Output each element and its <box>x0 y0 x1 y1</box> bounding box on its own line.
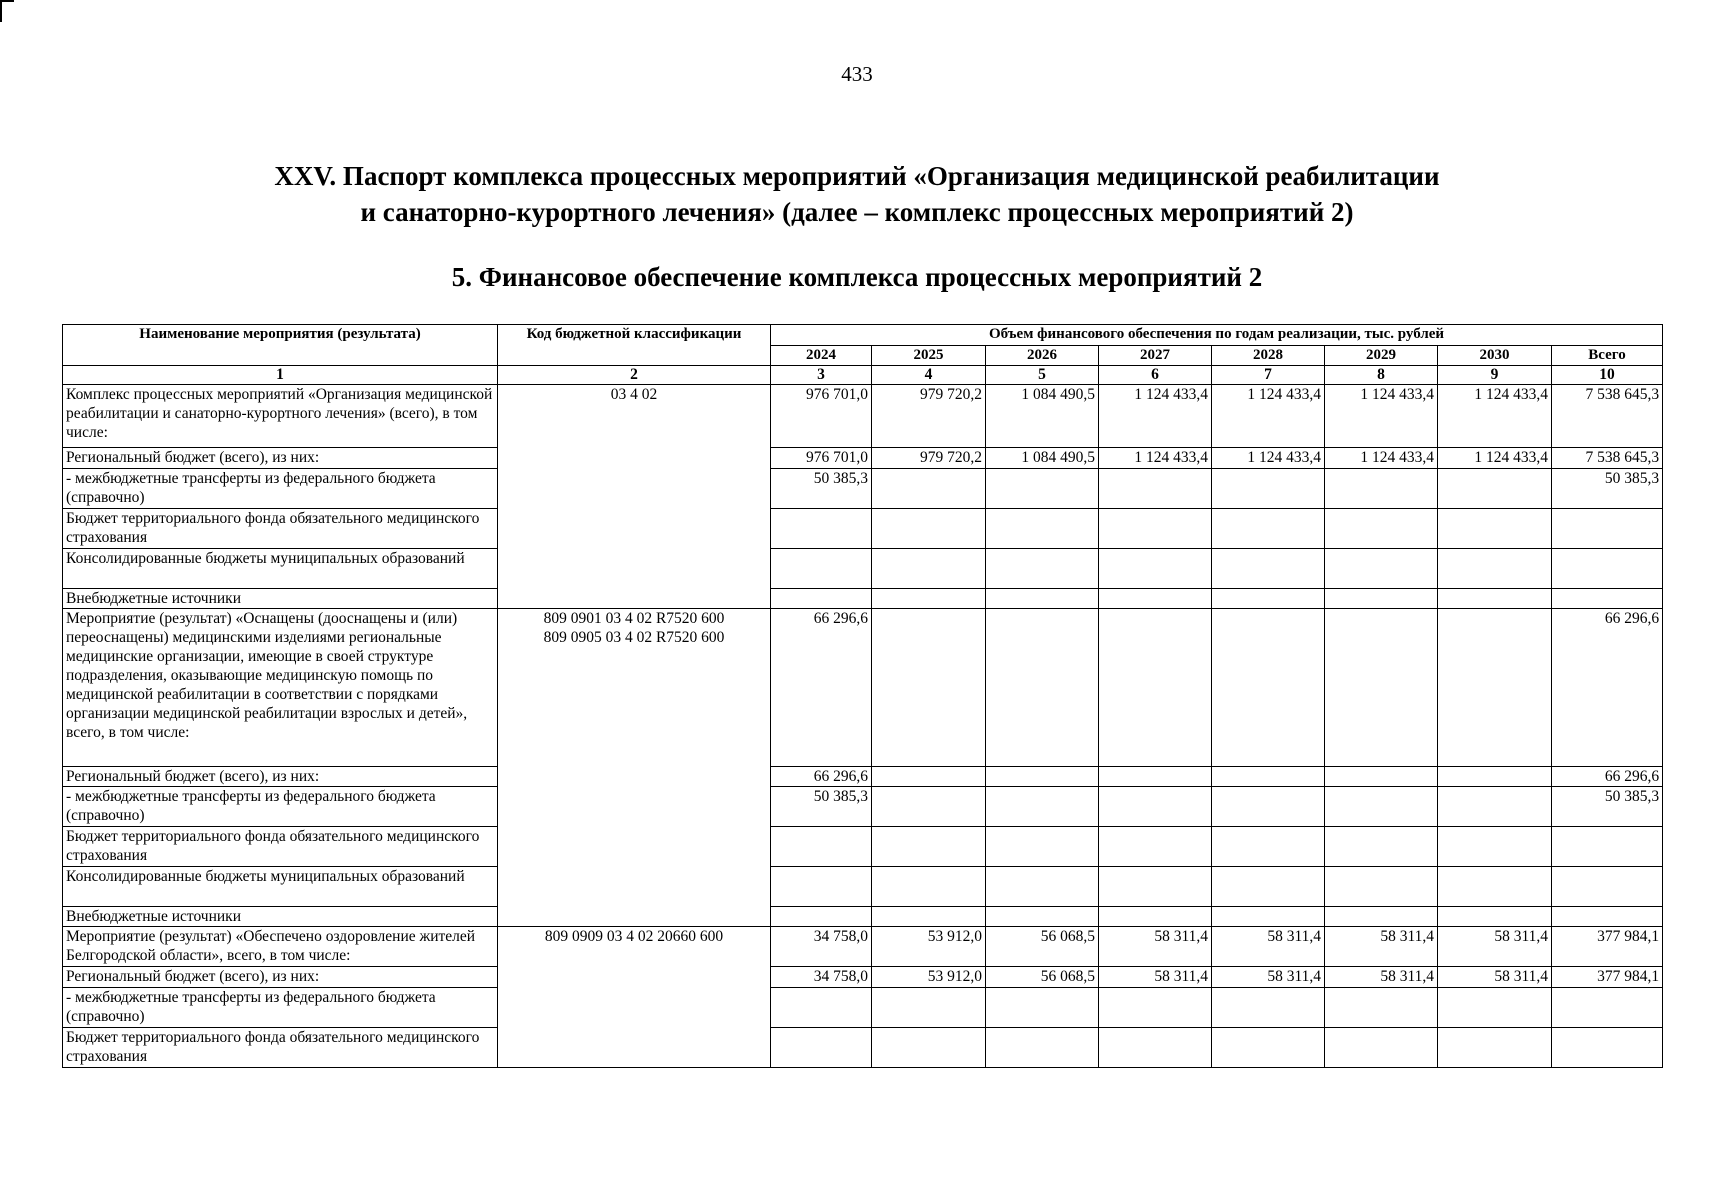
value-cell <box>1325 867 1438 907</box>
value-cell <box>1212 549 1325 589</box>
value-cell <box>1212 767 1325 787</box>
table-row <box>63 767 1663 787</box>
value-cell <box>771 549 872 589</box>
value-cell <box>1438 988 1552 1028</box>
total-cell <box>1552 509 1663 549</box>
section-title-line-1: XXV. Паспорт комплекса процессных мероприятий «Организация медицинской реабилитации <box>274 161 1440 191</box>
value-cell <box>1212 787 1325 827</box>
row-name: - межбюджетные трансферты из федерального бюджета (справочно) <box>63 787 498 827</box>
value-cell <box>1438 1028 1552 1068</box>
value-cell: 56 068,5 <box>986 967 1099 988</box>
value-cell <box>1099 907 1212 927</box>
value-cell <box>1325 609 1438 767</box>
table-body <box>63 385 1663 1068</box>
row-name: - межбюджетные трансферты из федерального бюджета (справочно) <box>63 469 498 509</box>
value-cell <box>986 787 1099 827</box>
table-row <box>63 1028 1663 1068</box>
header-year: 2026 <box>986 346 1099 366</box>
table-row <box>63 549 1663 589</box>
value-cell <box>872 767 986 787</box>
value-cell: 58 311,4 <box>1212 967 1325 988</box>
table-row <box>63 867 1663 907</box>
table-row <box>63 967 1663 988</box>
header-volume: Объем финансового обеспечения по годам реализации, тыс. рублей <box>771 325 1663 346</box>
budget-code: 809 0909 03 4 02 20660 600 <box>498 927 771 1068</box>
value-cell <box>771 1028 872 1068</box>
column-number: 3 <box>771 366 872 385</box>
value-cell <box>1099 767 1212 787</box>
value-cell: 1 084 490,5 <box>986 385 1099 448</box>
value-cell <box>771 827 872 867</box>
table-row <box>63 509 1663 549</box>
total-cell <box>1552 988 1663 1028</box>
value-cell <box>1325 589 1438 609</box>
row-name: Комплекс процессных мероприятий «Организация медицинской реабилитации и санаторно-курортного лечения» (всего), в том числе: <box>63 385 498 448</box>
row-name: Региональный бюджет (всего), из них: <box>63 967 498 988</box>
value-cell <box>1438 509 1552 549</box>
header-year: 2027 <box>1099 346 1212 366</box>
value-cell <box>1438 867 1552 907</box>
total-cell <box>1552 589 1663 609</box>
value-cell <box>1099 549 1212 589</box>
value-cell <box>872 867 986 907</box>
value-cell <box>872 827 986 867</box>
value-cell: 56 068,5 <box>986 927 1099 967</box>
value-cell: 66 296,6 <box>771 609 872 767</box>
value-cell: 1 124 433,4 <box>1325 448 1438 469</box>
scan-edge-mark <box>0 0 2 22</box>
value-cell <box>1438 827 1552 867</box>
value-cell <box>872 787 986 827</box>
value-cell <box>1212 469 1325 509</box>
header-year: 2029 <box>1325 346 1438 366</box>
row-name: Бюджет территориального фонда обязательного медицинского страхования <box>63 1028 498 1068</box>
value-cell <box>1325 787 1438 827</box>
table-row <box>63 787 1663 827</box>
value-cell <box>1438 787 1552 827</box>
column-number: 9 <box>1438 366 1552 385</box>
total-cell: 50 385,3 <box>1552 787 1663 827</box>
header-name: Наименование мероприятия (результата) <box>63 325 498 366</box>
value-cell: 1 124 433,4 <box>1212 448 1325 469</box>
value-cell <box>986 827 1099 867</box>
value-cell <box>872 509 986 549</box>
value-cell: 34 758,0 <box>771 927 872 967</box>
total-cell <box>1552 1028 1663 1068</box>
total-cell <box>1552 867 1663 907</box>
value-cell: 1 124 433,4 <box>1438 448 1552 469</box>
table-row <box>63 988 1663 1028</box>
value-cell <box>986 609 1099 767</box>
row-name: Мероприятие (результат) «Оснащены (дооснащены и (или) переоснащены) медицинскими изделиями региональные медицинские организации, имеющие в своей структуре подразделения, оказывающие медицинскую помощь по медицинской реабилитации в соответствии с порядками организации медицинской реабилитации взрослых и детей», всего, в том числе: <box>63 609 498 767</box>
value-cell: 976 701,0 <box>771 385 872 448</box>
budget-code: 03 4 02 <box>498 385 771 609</box>
column-number: 1 <box>63 366 498 385</box>
value-cell <box>986 589 1099 609</box>
value-cell: 58 311,4 <box>1438 927 1552 967</box>
row-name: Консолидированные бюджеты муниципальных образований <box>63 549 498 589</box>
total-cell <box>1552 907 1663 927</box>
value-cell <box>771 509 872 549</box>
value-cell <box>872 1028 986 1068</box>
total-cell: 66 296,6 <box>1552 609 1663 767</box>
total-cell <box>1552 549 1663 589</box>
value-cell: 58 311,4 <box>1099 927 1212 967</box>
value-cell <box>986 907 1099 927</box>
value-cell <box>1438 767 1552 787</box>
value-cell: 1 124 433,4 <box>1099 385 1212 448</box>
value-cell: 50 385,3 <box>771 469 872 509</box>
value-cell <box>1325 767 1438 787</box>
value-cell <box>1325 1028 1438 1068</box>
section-title <box>0 158 1714 230</box>
value-cell: 58 311,4 <box>1099 967 1212 988</box>
value-cell: 58 311,4 <box>1325 927 1438 967</box>
table-row <box>63 927 1663 967</box>
row-name: Внебюджетные источники <box>63 907 498 927</box>
budget-code: 809 0901 03 4 02 R7520 600 809 0905 03 4 02 R7520 600 <box>498 609 771 927</box>
value-cell <box>1212 907 1325 927</box>
value-cell: 53 912,0 <box>872 967 986 988</box>
row-name: Региональный бюджет (всего), из них: <box>63 767 498 787</box>
value-cell <box>1099 589 1212 609</box>
row-name: Бюджет территориального фонда обязательного медицинского страхования <box>63 827 498 867</box>
value-cell <box>1212 827 1325 867</box>
header-total: Всего <box>1552 346 1663 366</box>
value-cell <box>986 988 1099 1028</box>
value-cell <box>1099 988 1212 1028</box>
value-cell <box>1325 827 1438 867</box>
table-row <box>63 469 1663 509</box>
value-cell: 1 124 433,4 <box>1099 448 1212 469</box>
value-cell <box>1212 589 1325 609</box>
value-cell: 58 311,4 <box>1438 967 1552 988</box>
column-number: 8 <box>1325 366 1438 385</box>
value-cell <box>872 589 986 609</box>
value-cell: 34 758,0 <box>771 967 872 988</box>
scan-edge-mark <box>0 0 14 2</box>
value-cell <box>986 509 1099 549</box>
value-cell <box>771 907 872 927</box>
header-year: 2028 <box>1212 346 1325 366</box>
value-cell <box>771 589 872 609</box>
value-cell <box>986 1028 1099 1068</box>
value-cell <box>1212 988 1325 1028</box>
value-cell <box>1438 609 1552 767</box>
header-year: 2025 <box>872 346 986 366</box>
total-cell <box>1552 827 1663 867</box>
value-cell <box>1099 469 1212 509</box>
total-cell: 377 984,1 <box>1552 927 1663 967</box>
row-name: - межбюджетные трансферты из федерального бюджета (справочно) <box>63 988 498 1028</box>
value-cell <box>1099 1028 1212 1068</box>
value-cell <box>1325 509 1438 549</box>
total-cell: 50 385,3 <box>1552 469 1663 509</box>
page-number: 433 <box>841 62 873 86</box>
column-number: 10 <box>1552 366 1663 385</box>
table-row <box>63 589 1663 609</box>
value-cell <box>1325 549 1438 589</box>
value-cell <box>872 469 986 509</box>
value-cell <box>1325 907 1438 927</box>
value-cell: 1 124 433,4 <box>1325 385 1438 448</box>
value-cell <box>1212 867 1325 907</box>
value-cell <box>872 549 986 589</box>
value-cell <box>872 988 986 1028</box>
value-cell <box>986 549 1099 589</box>
row-name: Бюджет территориального фонда обязательного медицинского страхования <box>63 509 498 549</box>
value-cell <box>771 988 872 1028</box>
column-number: 5 <box>986 366 1099 385</box>
value-cell <box>1099 787 1212 827</box>
value-cell <box>771 867 872 907</box>
subsection-title: 5. Финансовое обеспечение комплекса процессных мероприятий 2 <box>451 262 1263 292</box>
value-cell <box>1099 609 1212 767</box>
header-year: 2024 <box>771 346 872 366</box>
value-cell <box>1325 988 1438 1028</box>
value-cell <box>1438 589 1552 609</box>
value-cell: 58 311,4 <box>1212 927 1325 967</box>
value-cell: 979 720,2 <box>872 385 986 448</box>
section-title-line-2: и санаторно-курортного лечения» (далее – комплекс процессных мероприятий 2) <box>360 197 1354 227</box>
row-name: Консолидированные бюджеты муниципальных образований <box>63 867 498 907</box>
table-row <box>63 385 1663 448</box>
value-cell: 979 720,2 <box>872 448 986 469</box>
table-row <box>63 827 1663 867</box>
column-number: 7 <box>1212 366 1325 385</box>
row-name: Внебюджетные источники <box>63 589 498 609</box>
total-cell: 66 296,6 <box>1552 767 1663 787</box>
value-cell: 50 385,3 <box>771 787 872 827</box>
value-cell <box>1212 1028 1325 1068</box>
value-cell <box>986 867 1099 907</box>
value-cell <box>986 767 1099 787</box>
header-year: 2030 <box>1438 346 1552 366</box>
value-cell <box>1099 827 1212 867</box>
column-number: 4 <box>872 366 986 385</box>
value-cell <box>1438 469 1552 509</box>
value-cell: 58 311,4 <box>1325 967 1438 988</box>
total-cell: 377 984,1 <box>1552 967 1663 988</box>
table-row <box>63 907 1663 927</box>
financing-table <box>62 324 1663 1068</box>
column-number: 2 <box>498 366 771 385</box>
total-cell: 7 538 645,3 <box>1552 448 1663 469</box>
header-code: Код бюджетной классификации <box>498 325 771 366</box>
value-cell <box>1212 609 1325 767</box>
value-cell <box>1438 549 1552 589</box>
value-cell <box>1099 867 1212 907</box>
value-cell <box>986 469 1099 509</box>
value-cell <box>872 907 986 927</box>
value-cell: 976 701,0 <box>771 448 872 469</box>
value-cell: 1 084 490,5 <box>986 448 1099 469</box>
row-name: Региональный бюджет (всего), из них: <box>63 448 498 469</box>
table-row <box>63 609 1663 767</box>
value-cell: 53 912,0 <box>872 927 986 967</box>
value-cell <box>1099 509 1212 549</box>
value-cell <box>872 609 986 767</box>
value-cell: 1 124 433,4 <box>1212 385 1325 448</box>
row-name: Мероприятие (результат) «Обеспечено оздоровление жителей Белгородской области», всего, в том числе: <box>63 927 498 967</box>
value-cell <box>1438 907 1552 927</box>
value-cell: 66 296,6 <box>771 767 872 787</box>
table-row <box>63 448 1663 469</box>
column-number: 6 <box>1099 366 1212 385</box>
value-cell <box>1325 469 1438 509</box>
value-cell: 1 124 433,4 <box>1438 385 1552 448</box>
value-cell <box>1212 509 1325 549</box>
total-cell: 7 538 645,3 <box>1552 385 1663 448</box>
